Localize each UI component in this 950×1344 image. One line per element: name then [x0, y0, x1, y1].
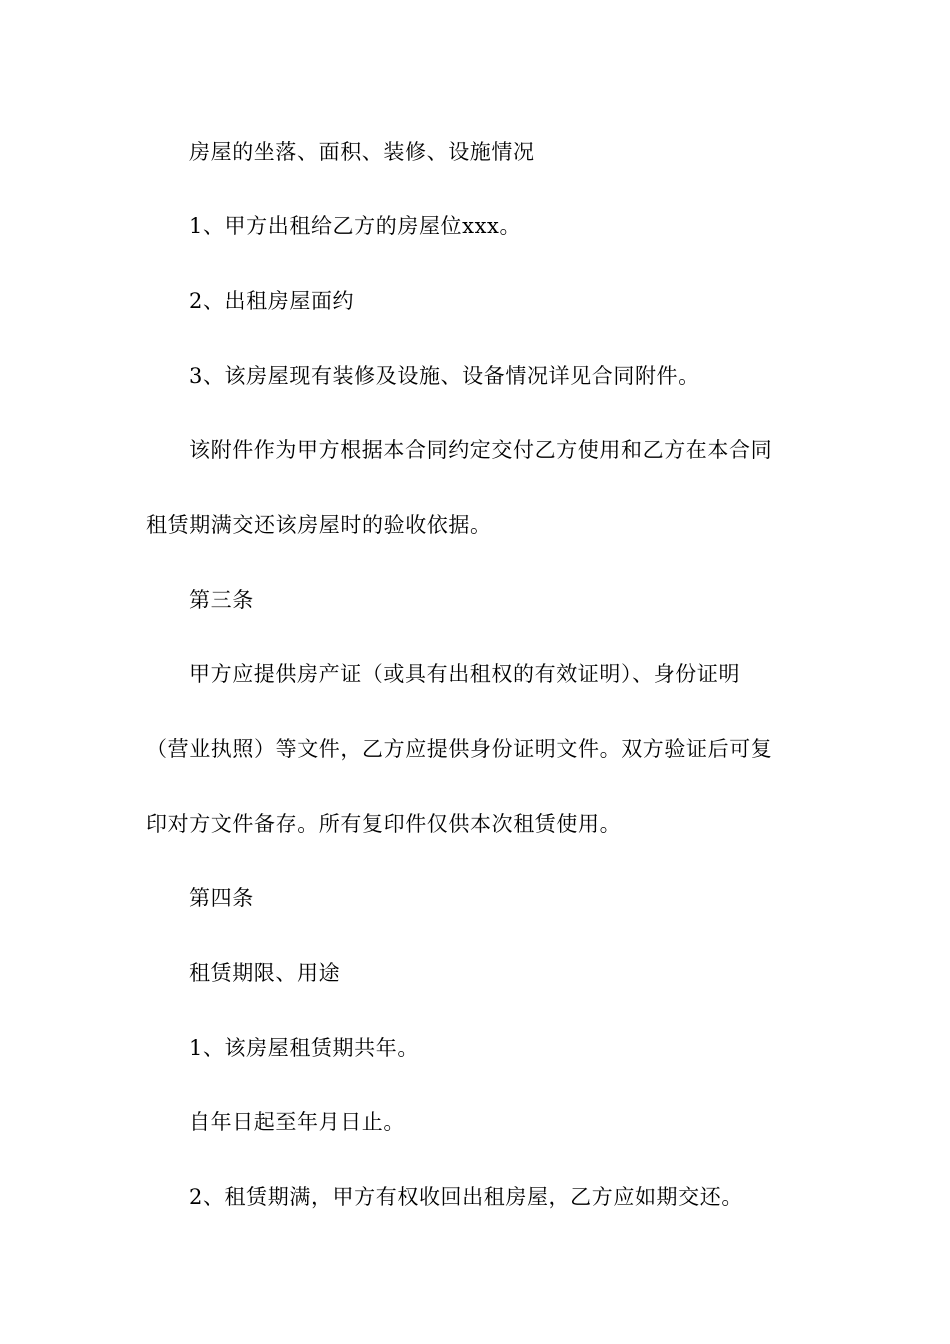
- section-heading: 房屋的坐落、面积、装修、设施情况: [189, 140, 535, 164]
- article-heading: 第三条: [189, 588, 254, 612]
- paragraph-line: 印对方文件备存。所有复印件仅供本次租赁使用。: [146, 812, 622, 836]
- paragraph-line: 租赁期满交还该房屋时的验收依据。: [146, 513, 492, 537]
- paragraph-line: 甲方应提供房产证（或具有出租权的有效证明）、身份证明: [189, 662, 741, 686]
- paragraph-line: 3、该房屋现有装修及设施、设备情况详见合同附件。: [189, 364, 700, 388]
- section-heading: 租赁期限、用途: [189, 961, 341, 985]
- paragraph-line: 该附件作为甲方根据本合同约定交付乙方使用和乙方在本合同: [189, 438, 773, 462]
- paragraph-line: 2、出租房屋面约: [189, 289, 355, 313]
- paragraph-line: 自年日起至年月日止。: [189, 1110, 405, 1134]
- paragraph-line: 2、租赁期满，甲方有权收回出租房屋，乙方应如期交还。: [189, 1185, 743, 1209]
- paragraph-line: （营业执照）等文件，乙方应提供身份证明文件。双方验证后可复: [146, 737, 773, 761]
- paragraph-line: 1、该房屋租赁期共年。: [189, 1036, 419, 1060]
- article-heading: 第四条: [189, 886, 254, 910]
- paragraph-line: 1、甲方出租给乙方的房屋位xxx。: [189, 214, 522, 238]
